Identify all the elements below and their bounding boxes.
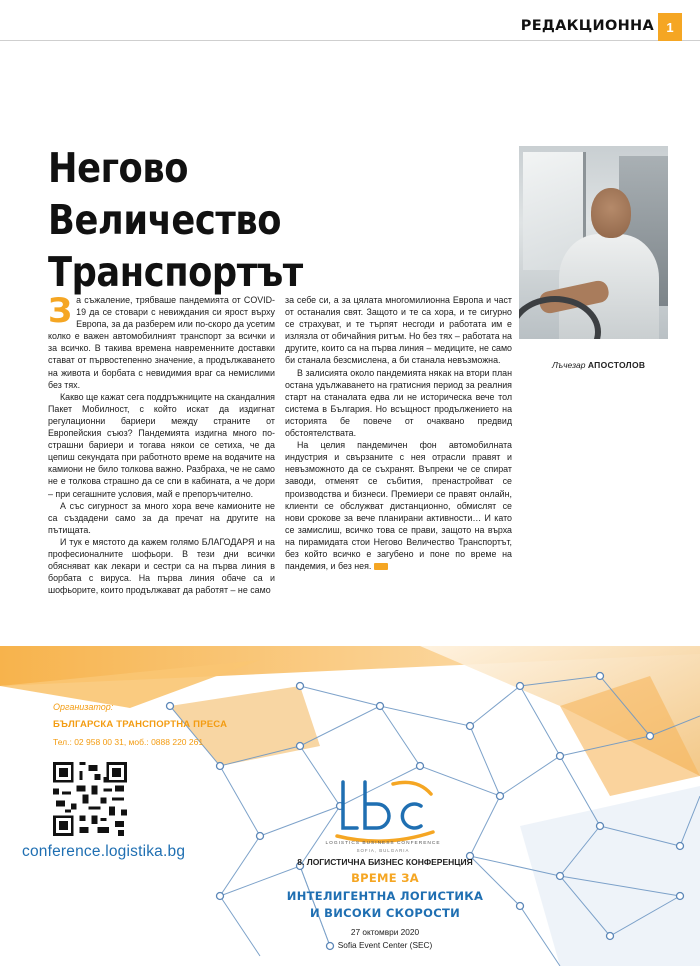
article-column-1 (48, 291, 275, 596)
qr-code-icon (53, 762, 127, 836)
lbc-logo-icon (333, 776, 437, 850)
author-last-name: АПОСТОЛОВ (587, 360, 646, 370)
logo-location: SOFIA, BULGARIA (356, 848, 410, 853)
paragraph-2: Какво ще кажат сега поддръжниците на скандалния Пакет Мобилност, с който искат да издигнат регулационни бариери между страните от Европейския съюз? Пандемията издигна много по-страшни бариери и тогава някои се сетиха, че да цепиш секундата при работното време на водачите на камиони не било толкова важно. Разбраха, че не само не е толкова страшно да се спи в кабината, а че дори – при сегашните условия, май е препоръчително. (48, 391, 275, 499)
conference-venue: Sofia Event Center (SEC) (337, 940, 433, 950)
conference-name: 8. ЛОГИСТИЧНА БИЗНЕС КОНФЕРЕНЦИЯ (297, 857, 473, 867)
paragraph-4: И тук е мястото да кажем голямо БЛАГОДАРЯ и на професионалните шофьори. В тези дни всички обясняват как лекари и сестри са на първа линия в борбата с вируса. На първа линия обаче са и шофьорите, които продължават да работят – не само (48, 536, 275, 596)
paragraph-4-continued: за себе си, а за цялата многомилионна Европа и част от останалия свят. Защото и те са хора, и те сигурно се страхуват, и те търпят несгоди и работата им е излязла от обичайния ритъм. Но без тях – работата на другите, които са на първа линия – медиците, не само би станала безсмислена, а би станала невъзможна. (285, 295, 512, 366)
tagline-line-1: ВРЕМЕ ЗА (351, 871, 419, 885)
logo-caption: LOGISTICS BUSINESS CONFERENCE (325, 841, 441, 846)
conference-banner (0, 646, 700, 966)
organizer-label: Организатор: (53, 702, 114, 712)
header-rule (0, 40, 700, 41)
section-label: РЕДАКЦИОННА (520, 18, 654, 34)
organizer-phone: Тел.: 02 958 00 31, моб.: 0888 220 261 (53, 737, 204, 747)
title-line-1: Негово Величество (48, 144, 282, 244)
drop-cap: З (48, 291, 73, 331)
tagline-line-3: И ВИСОКИ СКОРОСТИ (309, 906, 461, 920)
title-line-2: Транспортът (48, 248, 303, 296)
paragraph-3: А със сигурност за много хора вече камионите не са създадени само за да пречат на другите на пътищата. (48, 500, 275, 535)
paragraph-1 (48, 291, 275, 391)
author-first-name: Лъчезар (552, 360, 586, 370)
conference-date: 27 октомври 2020 (350, 927, 420, 937)
organizer-name: БЪЛГАРСКА ТРАНСПОРТНА ПРЕСА (53, 719, 228, 730)
article-title (48, 142, 426, 298)
paragraph-5: В залисията около пандемията някак на втори план остана удължаването на гратисния период за реалния старт на станалата едва ли не историческа вече тол система в България. Но всъщност продължението на историята бе повече от очаквано предвид обстоятелствата. (285, 367, 512, 439)
tagline-line-2: ИНТЕЛИГЕНТНА ЛОГИСТИКА (286, 889, 484, 903)
page-number: 1 (658, 13, 682, 41)
article-column-2 (285, 294, 512, 572)
author-photo (519, 146, 668, 339)
conference-url-link[interactable]: conference.logistika.bg (22, 843, 186, 860)
paragraph-6 (285, 439, 512, 572)
paragraph-6-text: На целия пандемичен фон автомобилната индустрия и свързаните с нея отрасли правят и невъзможното да се съхранят. Въпреки че се спират заводи, отменят се събития, пренастройват се производства и бизнеси. Премиери се правят онлайн, клиенти се обслужват дистанционно, обмислят се нови срокове за вече планирани активности… И като се замислиш, всичко това се прави, защото на върха на пирамидата стои Негово Величество Транспортът, без който всичко е загубено и поне по време на пандемия, и без нея. (285, 440, 512, 572)
paragraph-1-text: а съжаление, трябваше пандемията от COVID-19 да се стовари с невиждания си ярост върху Европа, за да разберем или по-скоро да усетим колко е важен автомобилният транспорт за всички и за всичко. В такива времена навременните доставки стават от първостепенно значение, а продължаването на живота и борбата с невидимия враг са немислими без тях. (48, 295, 275, 390)
author-byline (552, 360, 645, 370)
end-of-article-mark (374, 563, 388, 570)
